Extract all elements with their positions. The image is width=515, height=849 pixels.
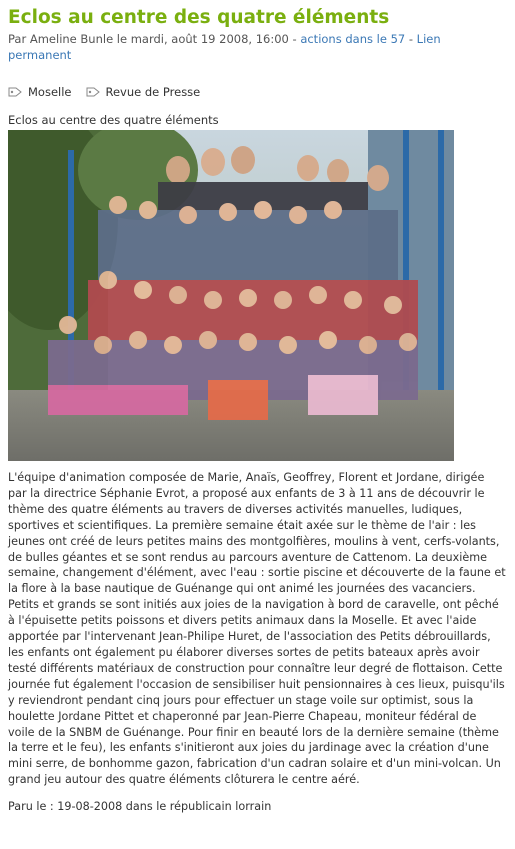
article-body: L'équipe d'animation composée de Marie, Anaïs, Geoffrey, Florent et Jordane, dirigée par la directrice Séphanie Evrot, a proposé aux enfants de 3 à 11 ans de découvrir le thème des quatre éléments au travers de diverses activités manuelles, ludiques, sportives et scientifiques. La première semaine était axée sur le thème de l'air : les jeunes ont créé de leurs petites mains des montgolfières, moulins à vent, cerfs-volants, de bulles géantes et se sont rendus au parcours aventure de Cattenom. La deuxième semaine, changement d'élément, avec l'eau : sortie piscine et découverte de la faune et la flore à la base nautique de Guénange qui ont animé les journées des vacanciers. Petits et grands se sont initiés aux joies de la navigation à bord de caravelle, ont pêché à l'épuisette petits poissons et divers petits animaux dans la Moselle. Et avec l'aide apportée par l'intervenant Jean-Philipe Huret, de l'association des Petits débrouillards, les enfants ont également pu élaborer diverses sortes de petits bateaux après avoir testé différents matériaux de construction pour connaître leur degré de flottaison. Cette journée fut également l'occasion de sensibiliser huit pensionnaires à ces lieux, puisqu'ils y reviendront pendant cinq jours pour effectuer un stage voile sur optimist, sous la houlette Jordane Pittet et chaperonné par Jean-Pierre Chapeau, moniteur fédéral de voile de la SNBM de Guénange. Pour finir en beauté lors de la dernière semaine (thème la terre et le feu), les enfants s'initieront aux joies du jardinage avec la création d'une mini serre, de bonhomme gazon, fabrication d'un cadran solaire et d'un mini-volcan. Un grand jeu autour des quatre éléments clôturera le centre aéré. bbox=[8, 471, 506, 787]
byline bbox=[8, 31, 507, 63]
tag-revue-de-presse[interactable] bbox=[86, 84, 201, 101]
permalink-link[interactable]: Lien permanent bbox=[8, 32, 441, 62]
publication-note: Paru le : 19-08-2008 dans le républicain lorrain bbox=[8, 800, 272, 814]
article-title[interactable]: Eclos au centre des quatre éléments bbox=[8, 7, 390, 28]
article-subheading: Eclos au centre des quatre éléments bbox=[8, 113, 219, 127]
category-link[interactable]: actions dans le 57 bbox=[300, 32, 406, 46]
tag-label: Moselle bbox=[28, 84, 72, 99]
tag-label: Revue de Presse bbox=[105, 84, 201, 99]
tag-icon bbox=[86, 86, 100, 98]
tag-moselle[interactable] bbox=[8, 84, 72, 101]
tag-icon bbox=[8, 86, 22, 98]
byline-separator: - bbox=[405, 32, 417, 46]
tag-list bbox=[8, 83, 507, 101]
byline-author-date: Par Ameline Bunle le mardi, août 19 2008, 16:00 - bbox=[8, 32, 301, 46]
group-photo bbox=[8, 130, 454, 461]
